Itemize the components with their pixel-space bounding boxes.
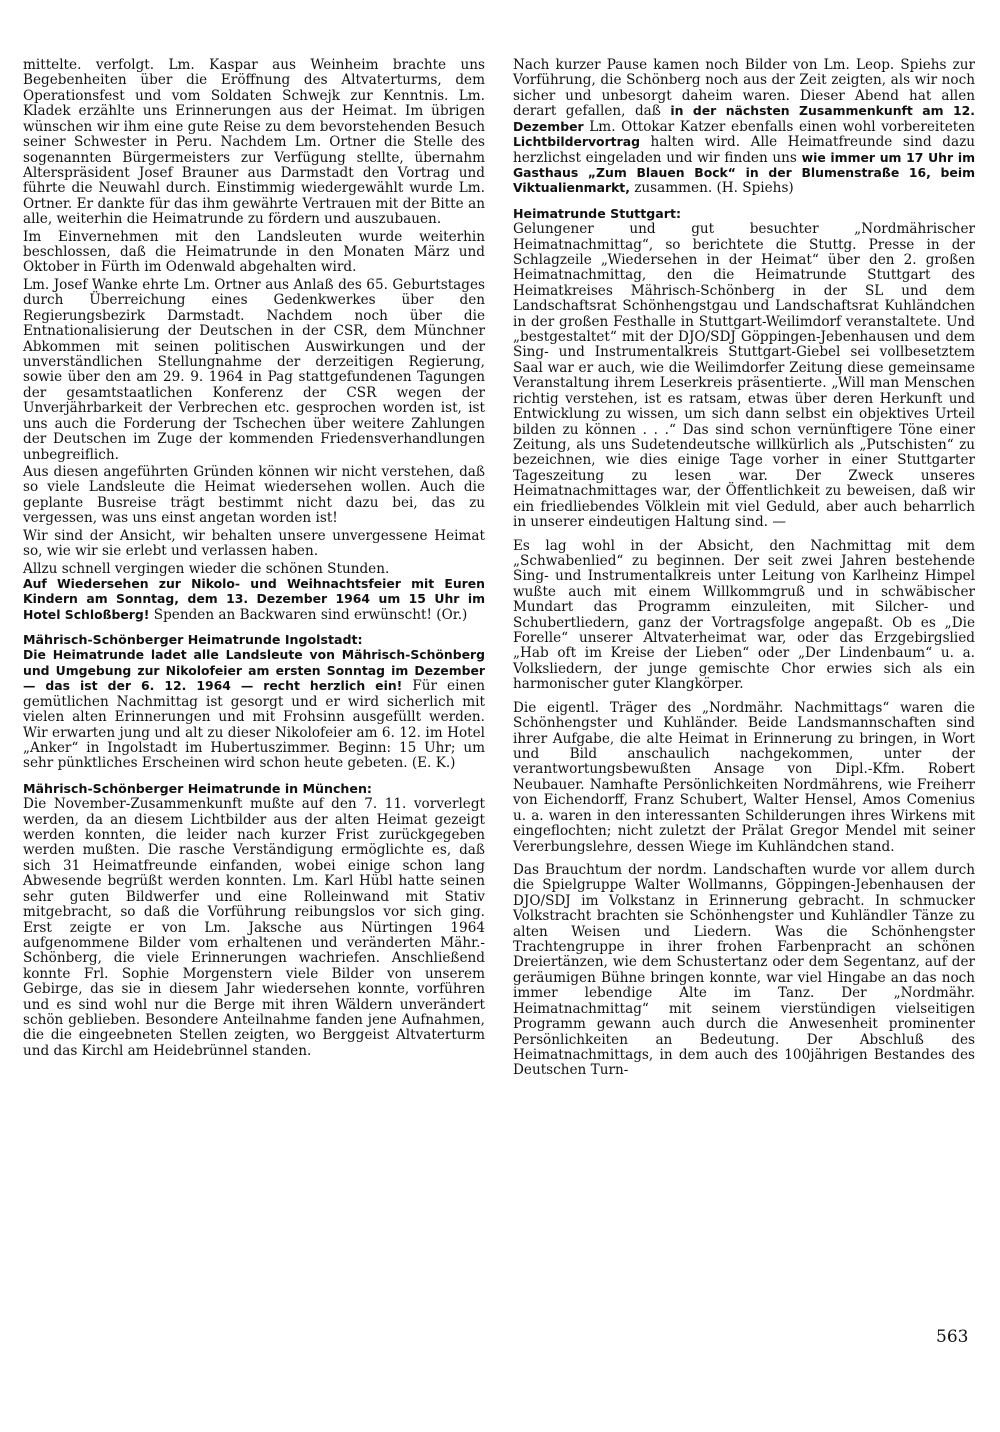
left-column xyxy=(23,58,485,1061)
heading-muenchen: Mährisch-Schönberger Heimatrunde in München: xyxy=(23,780,372,796)
page-number: 563 xyxy=(936,1327,969,1347)
paragraph-stuttgart-music: Es lag wohl in der Absicht, den Nachmittag mit dem „Schwabenlied“ zu beginnen. Der seit zwei Jahren bestehende Sing- und Instrumentalkreis unter Leitung von Karlheinz Himpel wußte auch mit einem Willkommgruß und in schwäbischer Mundart das Programm einzuleiten, mit Silcher- und Schubertliedern, ganz der Vortragsfolge angepaßt. Ob es „Die Forelle“ unserer Altvaterheimat war, oder das Erzgebirgslied „Hab oft im Kreise der Lieben“ oder „Der Lindenbaum“ u. a. Volksliedern, der junge gemischte Chor erwies sich als ein harmonischer guter Klangkörper. xyxy=(513,537,975,693)
paragraph-muenchen: Die November-Zusammenkunft mußte auf den 7. 11. vorverlegt werden, da an diesem Lichtbilder aus der alten Heimat gezeigt werden konnten, die leider nach kurzer Frist zurückgegeben werden mußten. Die rasche Verständigung ermöglichte es, daß sich 31 Heimatfreunde einfanden, wobei einige schon lang Abwesende begrüßt werden konnten. Lm. Karl Hübl hatte seinen sehr guten Bildwerfer und eine Rolleinwand mit Stativ mitgebracht, so daß die Vorführung reibungslos vor sich ging. Erst zeigte er von Lm. Jaksche aus Nürtingen 1964 aufgenommene Bilder vom erhaltenen und veränderten Mähr.-Schönberg, die viele Erinnerungen wachriefen. Anschließend konnte Frl. Sophie Morgenstern viele Bilder von unserem Gebirge, das sie in diesem Jahr wiedersehen konnte, vorführen und es sind wohl nur die Berge mit ihren Wäldern unverändert schön geblieben. Besondere Anteilnahme fanden jene Aufnahmen, die die eingeebneten Stellen zeigten, wo Berggeist Altvaterturm und das Kirchl am Heidebrünnel standen. xyxy=(23,796,485,1059)
announcement-bold: Auf Wiedersehen zur Nikolo- und Weihnachtsfeier mit Euren Kindern am Sonntag, dem 13. Dezember 1964 um 15 Uhr im Hotel Schloßberg! xyxy=(23,575,485,622)
paragraph-meeting-schedule: Im Einvernehmen mit den Landsleuten wurde weiterhin beschlossen, daß die Heimatrunde in den Monaten März und Oktober in Fürth im Odenwald abgehalten wird. xyxy=(23,228,485,276)
paragraph-stuttgart-customs: Das Brauchtum der nordm. Landschaften wurde vor allem durch die Spielgruppe Walter Wollmanns, Göppingen-Jebenhausen der DJO/SDJ im Volkstanz in Erinnerung gebracht. In schmucker Volkstracht brachten sie Schönhengster und Kuhländler Tänze zu alten Weisen und Liedern. Was die Schönhengster Trachtengruppe in ihrer frohen Farbenpracht an schönen Dreiertänzen, wie dem Schustertanz oder dem Segentanz, auf der geräumigen Bühne bringen konnte, war viel Hingabe an das noch immer lebendige Alte im Tanz. Der „Nordmähr. Heimatnachmittag“ mit seinem vierstündigen vielseitigen Programm gewann auch durch die Anwesenheit prominenter Persönlichkeiten an Bedeutung. Der Abschluß des Heimatnachmittags, in dem auch des 100jährigen Bestandes des Deutschen Turn- xyxy=(513,861,975,1079)
paragraph-nikolo-announcement xyxy=(23,562,485,624)
paragraph-ingolstadt xyxy=(23,648,485,771)
muenchen-bold-vortrag: Lichtbildervortrag xyxy=(513,134,640,150)
paragraph-reasons: Aus diesen angeführten Gründen können wir nicht verstehen, daß so viele Landsleute die Heimat wiedersehen wollen. Auch die geplante Busreise trägt bestimmt nicht dazu bei, das zu vergessen, was uns einst angetan worden ist! xyxy=(23,463,485,527)
muenchen-bold-location: wie immer um 17 Uhr im Gasthaus „Zum Blauen Bock“ in der Blumenstraße 16, beim Viktualienmarkt, xyxy=(513,149,975,196)
muenchen-text-c: Lm. Ottokar Katzer ebenfalls einen wohl vorbereiteten xyxy=(583,118,975,135)
heading-stuttgart: Heimatrunde Stuttgart: xyxy=(513,205,681,221)
paragraph-stuttgart-intro: Gelungener und gut besuchter „Nordmährischer Heimatnachmittag“, so berichtete die Stuttg. Presse in der Schlagzeile „Wiedersehen in der Heimat“ über den 2. großen Heimatnachmittag, den die Heimatrunde Stuttgart des Heimatkreises Mährisch-Schönberg in der SL und dem Landschaftsrat Schönhengstgau und Landschaftsrat Kuhländchen in der großen Festhalle in Stuttgart-Weilimdorf veranstaltete. Und „bestgestaltet“ mit der DJO/SDJ Göppingen-Jebenhausen und dem Sing- und Instrumentalkreis Stuttgart-Giebel sei vollbesetztem Saal war er auch, wie die Weilimdorfer Zeitung diese gemeinsame Veranstaltung ihrem Leserkreis präsentierte. „Will man Menschen richtig verstehen, ist es ratsam, etwas über deren Herkunft und Entwicklung zu wissen, um sich dann selbst ein objektives Urteil bilden zu können . . .“ Das sind schon vernünftigere Töne einer Zeitung, als uns Sudetendeutsche willkürlich als „Putschisten“ zu bezeichnen, wie dies einige Tage vorher in einer Stuttgarter Tageszeitung zu lesen war. Der Zweck unseres Heimatnachmittages war, der Öffentlichkeit zu beweisen, daß wir ein friedliebendes Völklein mit viel Geduld, aber auch beharrlich in unserer eindeutigen Haltung sind. — xyxy=(513,221,975,531)
right-column xyxy=(513,58,975,1081)
paragraph-wanke-honors: Lm. Josef Wanke ehrte Lm. Ortner aus Anlaß des 65. Geburtstages durch Überreichung eines Gedenkwerkes über den Regierungsbezirk Darmstadt. Nachdem noch über die Entnationalisierung der Deutschen in der CSR, dem Münchner Abkommen mit seinen politischen Auswirkungen und der unverständlichen Stellungnahme der derzeitigen Regierung, sowie über den am 29. 9. 1964 in Pag stattgefundenen Tagungen der gesamtstaatlichen Konferenz der CSR wegen der Unverjährbarkeit der Verbrechen etc. gesprochen worden ist, ist uns auch die Forderung der Tschechen über weitere Zahlungen der Deutschen im Zuge der kommenden Friedensverhandlungen unbegreiflich. xyxy=(23,276,485,463)
muenchen-text-e: halten wird. Alle Heimatfreunde sind dazu herzlichst eingeladen und wir finden uns xyxy=(513,134,975,166)
heading-ingolstadt: Mährisch-Schönberger Heimatrunde Ingolstadt: xyxy=(23,632,363,648)
announcement-end: Spenden an Backwaren sind erwünscht! (Or.) xyxy=(149,606,468,623)
paragraph-opinion: Wir sind der Ansicht, wir behalten unsere unvergessene Heimat so, wie wir sie erlebt und verlassen haben. xyxy=(23,527,485,560)
paragraph-ortner-report: mittelte. verfolgt. Lm. Kaspar aus Weinheim brachte uns Begebenheiten über die Eröffnung des Altvaterturms, dem Operationsfest und vom Soldaten Schwejk zur Kenntnis. Lm. Kladek erzählte uns Erinnerungen aus der Heimat. Im übrigen wünschen wir ihm eine gute Reise zu dem bevorstehenden Besuch seiner Schwester in Peru. Nachdem Lm. Ortner die Stelle des sogenannten Bürgermeisters zur Verfügung stellte, übernahm Alterspräsident Josef Brauner aus Darmstadt den Vortrag und führte die Neuwahl durch. Einstimmig wiedergewählt wurde Lm. Ortner. Er dankte für das ihm gewährte Vertrauen mit der Bitte an alle, weiterhin die Heimatrunde zu fördern und auszubauen. xyxy=(23,57,485,228)
paragraph-stuttgart-carriers: Die eigentl. Träger des „Nordmähr. Nachmittags“ waren die Schönhengster und Kuhländer. Beide Landsmannschaften sind ihrer Aufgabe, die alte Heimat in Erinnerung zu bringen, in Wort und Bild anschaulich nachgekommen, unter der verantwortungsbewußten Ansage von Dipl.-Kfm. Robert Neubauer. Namhafte Persönlichkeiten Nordmährens, wie Freiherr von Eichendorff, Franz Schubert, Walter Hensel, Amos Comenius u. a. waren in den interessanten Schilderungen ihres Wirkens mit eingeflochten; nicht zuletzt der Prälat Gregor Mendel mit seiner Vererbungslehre, dessen Wiege im Kuhländchen stand. xyxy=(513,699,975,855)
muenchen-text-a: Nach kurzer Pause kamen noch Bilder von Lm. Leop. Spiehs zur Vorführung, die Schönberg noch aus der Zeit zeigten, als wir noch sicher und unbesorgt daheim waren. Dieser Abend hat allen derart gefallen, daß xyxy=(513,57,975,120)
muenchen-text-g: zusammen. (H. Spiehs) xyxy=(629,180,794,197)
muenchen-bold-date: in der nächsten Zusammenkunft am 12. Dezember xyxy=(513,103,975,134)
paragraph-muenchen-continued xyxy=(513,58,975,197)
ingolstadt-bold: Die Heimatrunde ladet alle Landsleute von Mährisch-Schönberg und Umgebung zur Nikolofeier am ersten Sonntag im Dezember — das ist der 6. 12. 1964 — recht herzlich ein! xyxy=(23,647,485,694)
announcement-intro: Allzu schnell vergingen wieder die schönen Stunden. xyxy=(23,560,390,577)
ingolstadt-rest: Für einen gemütlichen Nachmittag ist gesorgt und er wird sicherlich mit vielen alten Erinnerungen und mit Frohsinn ausgefüllt werden. Wir erwarten jung und alt zu dieser Nikolofeier am 6. 12. im Hotel „Anker“ in Ingolstadt im Hubertuszimmer. Beginn: 15 Uhr; um sehr pünktliches Erscheinen wird schon heute gebeten. (E. K.) xyxy=(23,678,485,772)
